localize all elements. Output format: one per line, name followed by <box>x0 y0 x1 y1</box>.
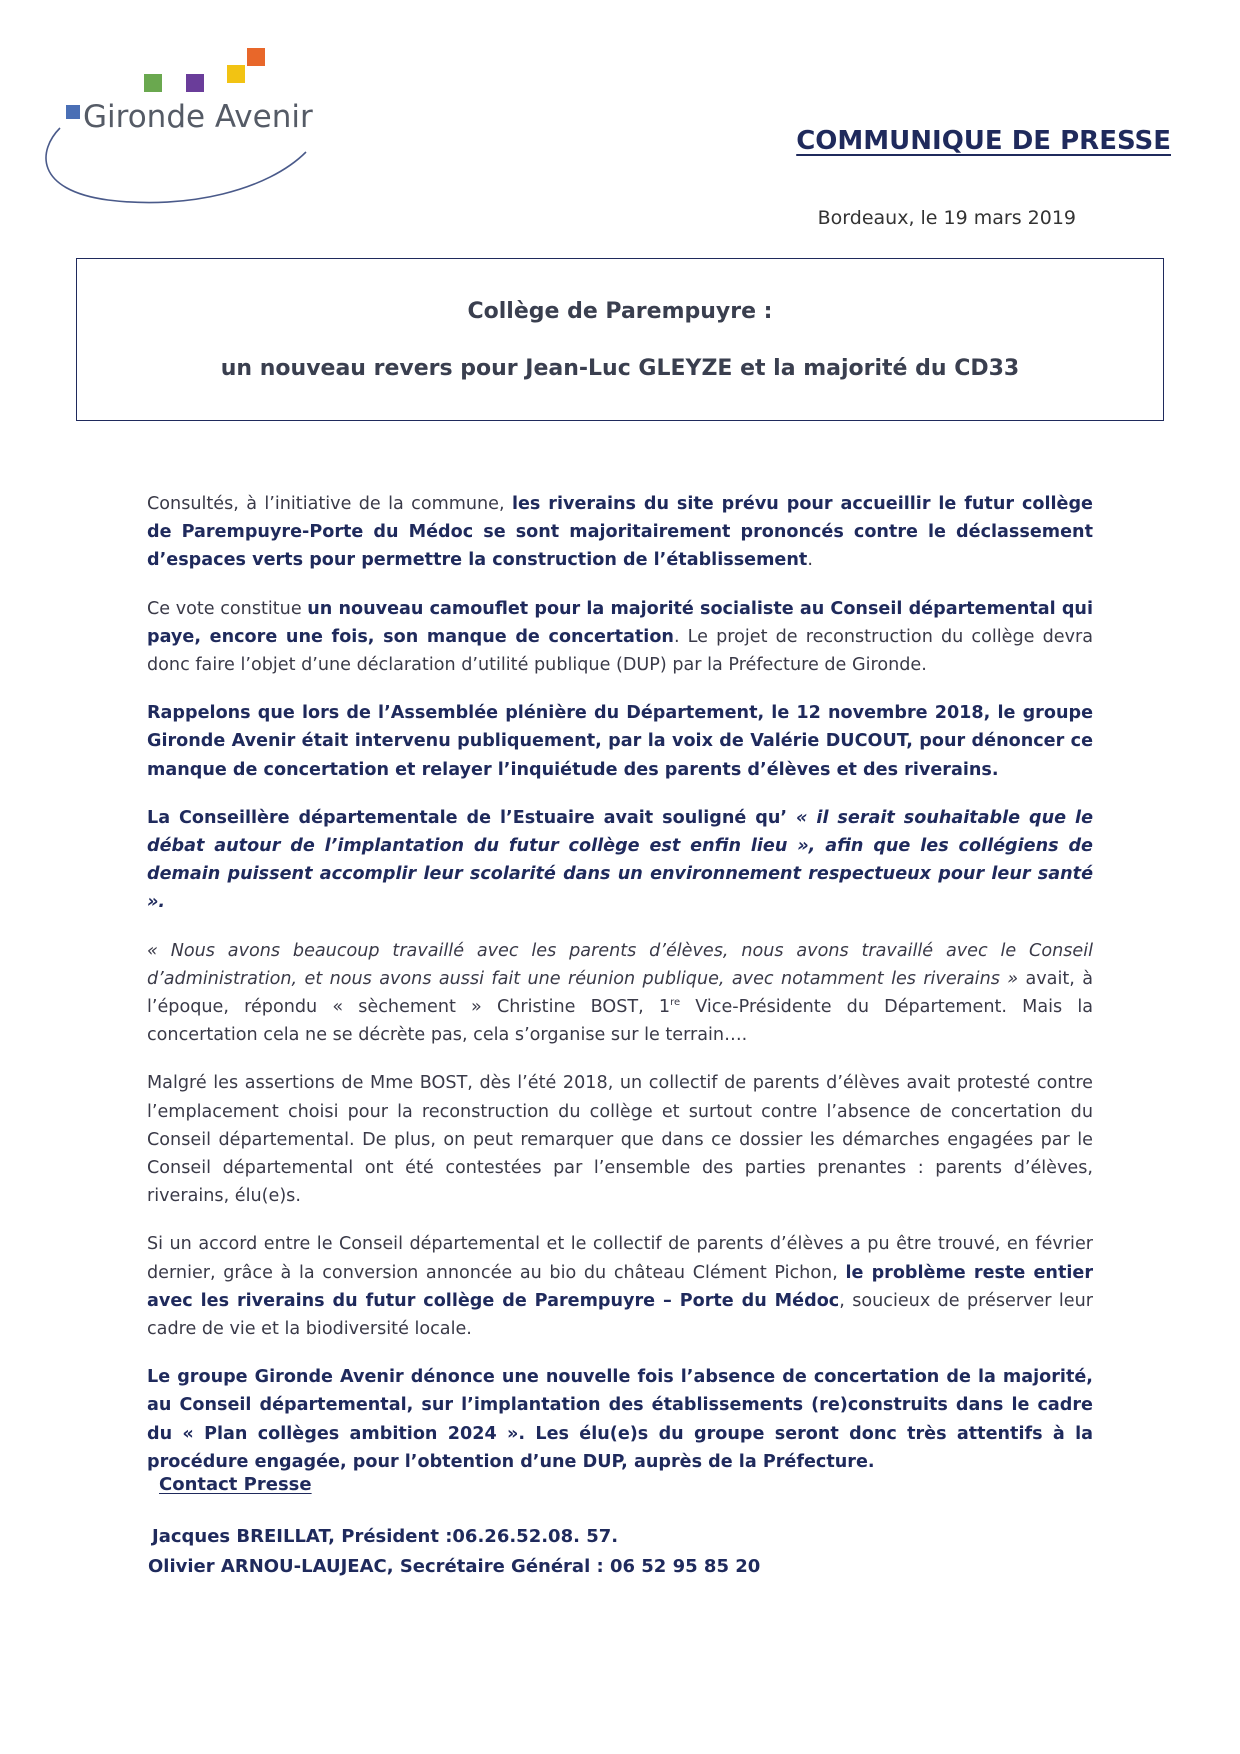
paragraph-4 <box>147 804 1093 917</box>
contact-line-secretary: Olivier ARNOU-LAUJEAC, Secrétaire Général : 06 52 95 85 20 <box>148 1556 761 1577</box>
paragraph-8 <box>147 1363 1093 1476</box>
p7-text-c: , soucieux de préserver leur cadre de vie et la biodiversité locale. <box>147 1290 1093 1340</box>
logo-text: Gironde Avenir <box>83 99 313 135</box>
release-date: Bordeaux, le 19 mars 2019 <box>817 207 1076 229</box>
paragraph-1 <box>147 490 1093 575</box>
p7-text-a: Si un accord entre le Conseil départemental et le collectif de parents d’élèves a pu être trouvé, en février dernier, grâce à la conversion annoncée au bio du château Clément Pichon, <box>147 1234 1093 1283</box>
p5-text-c: Vice-Présidente du Département. Mais la concertation cela ne se décrète pas, cela s’organise sur le terrain…. <box>147 997 1094 1046</box>
p2-text-a: Ce vote constitue <box>147 598 308 619</box>
p4-text-bold-italic: « il serait souhaitable que le débat autour de l’implantation du futur collège est enfin lieu », afin que les collégiens de demain puissent accomplir leur scolarité dans un environnement respectueux pour leur santé ». <box>147 807 1093 913</box>
p6-text: Malgré les assertions de Mme BOST, dès l’été 2018, un collectif de parents d’élèves avait protesté contre l’emplacement choisi pour la reconstruction du collège et surtout contre l’absence de concertation du Conseil départemental. De plus, on peut remarquer que dans ce dossier les démarches engagées par le Conseil départemental ont été contestées par l’ensemble des parties prenantes : parents d’élèves, riverains, élu(e)s. <box>147 1073 1093 1207</box>
title-line-1: Collège de Parempuyre : <box>467 299 773 324</box>
p2-text-c: . Le projet de reconstruction du collège devra donc faire l’objet d’une déclaration d’utilité publique (DUP) par la Préfecture de Gironde. <box>147 626 1093 676</box>
logo-square-yellow <box>227 65 245 83</box>
p2-text-bold: un nouveau camouflet pour la majorité socialiste au Conseil départemental qui paye, encore une fois, son manque de concertation <box>147 598 1093 647</box>
p5-quote: « Nous avons beaucoup travaillé avec les parents d’élèves, nous avons travaillé avec le Conseil d’administration, et nous avons aussi fait une réunion publique, avec notamment les riverains » <box>147 940 1093 989</box>
paragraph-7 <box>147 1230 1093 1343</box>
title-box <box>76 258 1164 421</box>
logo-square-orange <box>247 48 265 66</box>
p5-superscript: re <box>670 997 681 1009</box>
paragraph-3 <box>147 699 1093 784</box>
logo-square-purple <box>186 74 204 92</box>
p5-text-b: avait, à l’époque, répondu « sèchement » Christine BOST, 1 <box>147 968 1093 1018</box>
paragraph-2 <box>147 595 1093 680</box>
p1-text-a: Consultés, à l’initiative de la commune, <box>147 494 512 514</box>
title-line-2: un nouveau revers pour Jean-Luc GLEYZE et la majorité du CD33 <box>220 356 1020 381</box>
logo-square-blue <box>66 105 80 119</box>
contact-line-president: Jacques BREILLAT, Président :06.26.52.08. 57. <box>152 1526 619 1547</box>
body-text <box>147 490 1093 1496</box>
p4-text-bold: La Conseillère départementale de l’Estuaire avait souligné qu’ <box>147 807 797 828</box>
p3-text-bold: Rappelons que lors de l’Assemblée plénière du Département, le 12 novembre 2018, le groupe Gironde Avenir était intervenu publiquement, par la voix de Valérie DUCOUT, pour dénoncer ce manque de concertation et relayer l’inquiétude des parents d’élèves et des riverains. <box>147 703 1093 780</box>
press-release-label: COMMUNIQUE DE PRESSE <box>796 126 1171 156</box>
gironde-avenir-logo <box>38 40 338 210</box>
paragraph-6 <box>147 1069 1093 1210</box>
contact-details <box>148 1522 760 1582</box>
p7-text-bold: le problème reste entier avec les riverains du futur collège de Parempuyre – Porte du Médoc <box>147 1262 1094 1311</box>
p1-text-bold: les riverains du site prévu pour accueillir le futur collège de Parempuyre-Porte du Médoc se sont majoritairement prononcés contre le déclassement d’espaces verts pour permettre la construction de l’établissement <box>147 494 1093 571</box>
p1-text-c: . <box>807 550 813 571</box>
paragraph-5 <box>147 937 1093 1050</box>
logo-square-green <box>144 74 162 92</box>
p8-text-bold: Le groupe Gironde Avenir dénonce une nouvelle fois l’absence de concertation de la majorité, au Conseil départemental, sur l’implantation des établissements (re)construits dans le cadre du « Plan collèges ambition 2024 ». Les élu(e)s du groupe seront donc très attentifs à la procédure engagée, pour l’obtention d’une DUP, auprès de la Préfecture. <box>147 1367 1093 1472</box>
contact-heading: Contact Presse <box>159 1474 312 1495</box>
